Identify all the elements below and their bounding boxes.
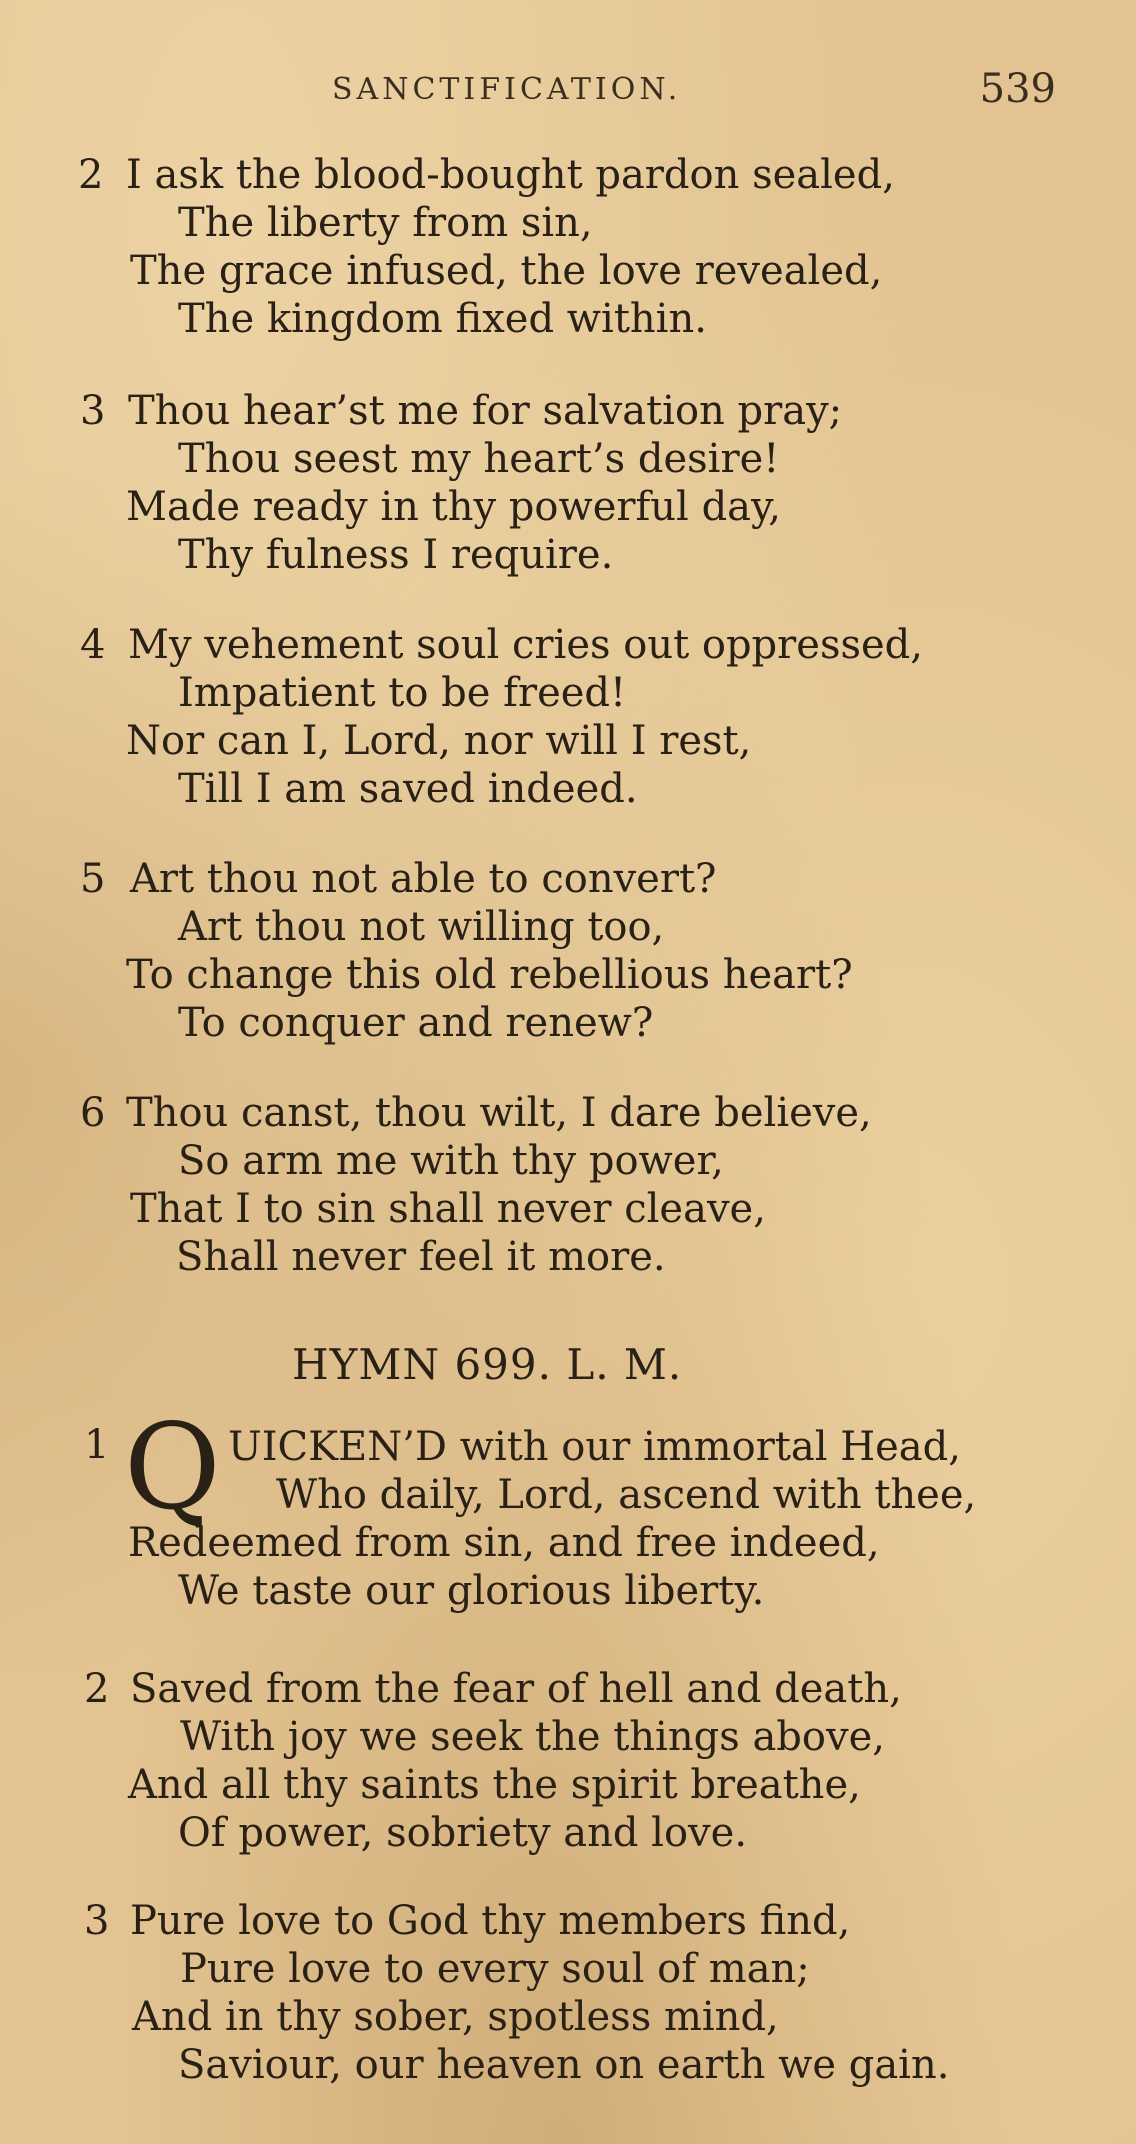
verse-number: 2 [84,1666,110,1712]
verse-line: The kingdom fixed within. [178,296,707,342]
verse-line: Of power, sobriety and love. [178,1810,748,1856]
verse-line: So arm me with thy power, [178,1138,724,1184]
verse-line: Thy fulness I require. [178,532,614,578]
verse-number: 1 [84,1422,110,1468]
verse-line: Pure love to God thy members find, [130,1898,851,1944]
verse-number: 3 [84,1898,110,1944]
verse-line: Thou hear’st me for salvation pray; [128,388,843,434]
verse-line: And in thy sober, spotless mind, [132,1994,779,2040]
verse-line: Saved from the fear of hell and death, [130,1666,902,1712]
verse-line: Nor can I, Lord, nor will I rest, [126,718,752,764]
verse-line: I ask the blood-bought pardon sealed, [126,152,895,198]
verse-line: Made ready in thy powerful day, [126,484,782,530]
verse-line: That I to sin shall never cleave, [130,1186,766,1232]
verse-line: Art thou not able to convert? [130,856,717,902]
verse-line: To conquer and renew? [178,1000,654,1046]
verse-number: 6 [80,1090,106,1136]
verse-line: To change this old rebellious heart? [126,952,853,998]
verse-line: Pure love to every soul of man; [180,1946,810,1992]
verse-number: 4 [80,622,106,668]
verse-line: My vehement soul cries out oppressed, [128,622,923,668]
verse-line: Saviour, our heaven on earth we gain. [178,2042,950,2088]
verse-line: Impatient to be freed! [178,670,627,716]
verse-line: Thou seest my heart’s desire! [178,436,780,482]
verse-line: We taste our glorious liberty. [178,1568,765,1614]
verse-number: 3 [80,388,106,434]
verse-line: Who daily, Lord, ascend with thee, [276,1472,977,1518]
verse-line: UICKEN’D with our immortal Head, [228,1424,961,1470]
verse-line: And all thy saints the spirit breathe, [128,1762,861,1808]
verse-line: Thou canst, thou wilt, I dare believe, [126,1090,872,1136]
page-number: 539 [979,66,1056,112]
verse-line: Redeemed from sin, and free indeed, [128,1520,880,1566]
verse-line: The grace infused, the love revealed, [130,248,883,294]
hymn-heading: HYMN 699. L. M. [292,1340,683,1389]
verse-line: Till I am saved indeed. [178,766,638,812]
verse-line: With joy we seek the things above, [180,1714,885,1760]
verse-line: Shall never feel it more. [176,1234,666,1280]
running-title: SANCTIFICATION. [332,72,682,107]
drop-cap: Q [124,1398,221,1536]
verse-number: 2 [78,152,104,198]
verse-line: The liberty from sin, [178,200,593,246]
running-head [0,66,1136,112]
verse-line: Art thou not willing too, [178,904,665,950]
verse-number: 5 [80,856,106,902]
